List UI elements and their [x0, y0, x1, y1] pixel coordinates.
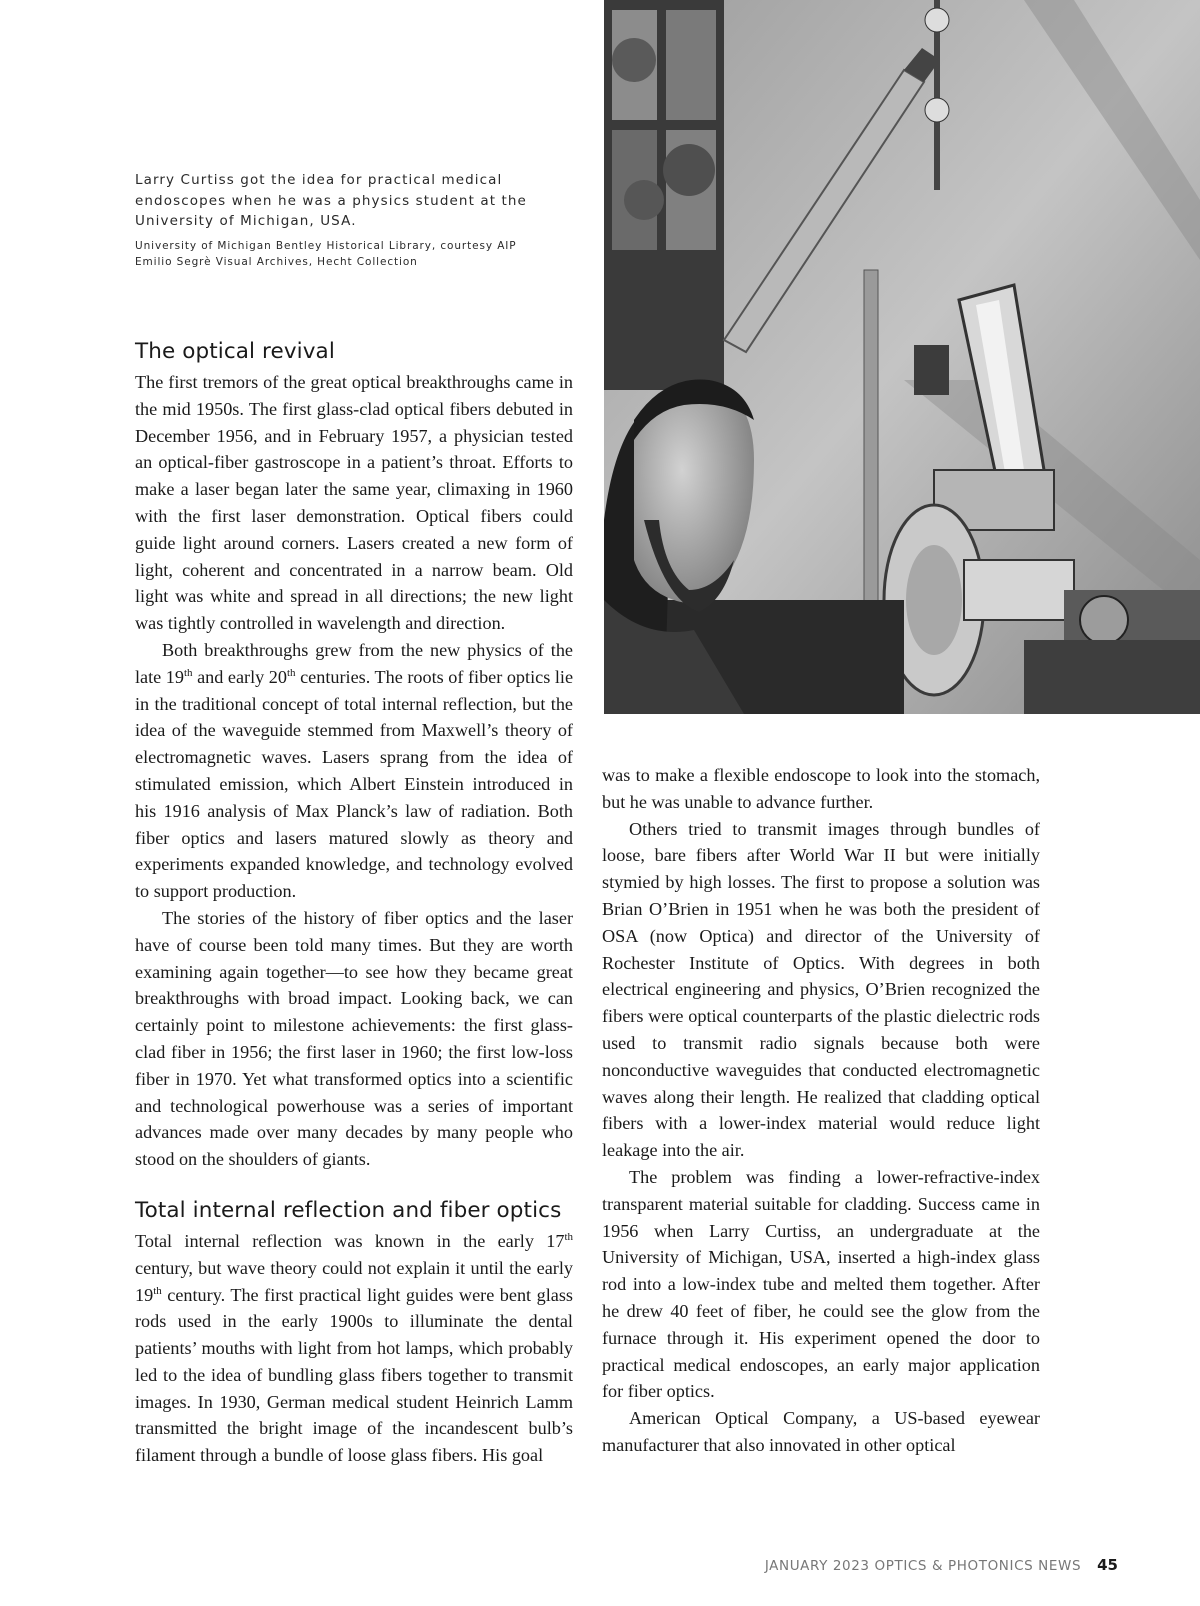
paragraph: Total internal reflection was known in the early 17th century, but wave theory could not explain it until the early 19th century. The first practical light guides were bent glass rods used in the early 1900s to illuminate the dental patients’ mouths with light from hot lamps, which probably led to the idea of bundling glass fibers together to transmit images. In 1930, German medical student Heinrich Lamm transmitted the bright image of the incandescent bulb’s filament through a bundle of loose glass fibers. His goal — [135, 1230, 573, 1466]
caption-text: Larry Curtiss got the idea for practical medical endoscopes when he was a physics student at the University of Michigan, USA. — [135, 172, 527, 229]
paragraph: The problem was finding a lower-refractive-index transparent material suitable for cladding. Success came in 1956 when Larry Curtiss, an undergraduate at the University of Michigan, USA, inserted a high-index glass rod into a low-index tube and melted them together. After he drew 40 feet of fiber, he could see the glow from the furnace through it. His experiment opened the door to practical medical endoscopes, an early major application for fiber optics. — [602, 1166, 1040, 1402]
paragraph: American Optical Company, a US-based eyewear manufacturer that also innovated in other optical — [602, 1408, 1040, 1455]
page-footer — [765, 1556, 1118, 1574]
caption-credit: University of Michigan Bentley Historical Library, courtesy AIP Emilio Segrè Visual Archives, Hecht Collection — [135, 239, 517, 268]
paragraph: The first tremors of the great optical breakthroughs came in the mid 1950s. The first glass-clad optical fibers debuted in December 1956, and in February 1957, a physician tested an optical-fiber gastroscope in a patient’s throat. Efforts to make a laser began later the same year, climaxing in 1960 with the first laser demonstration. Optical fibers could guide light around corners. Lasers created a new form of light, coherent and concentrated in a narrow beam. Old light was white and spread in all directions; the new light was tightly controlled in wavelength and direction. — [135, 372, 573, 634]
article-column-right — [602, 762, 1040, 1459]
paragraph: The stories of the history of fiber optics and the laser have of course been told many times. But they are worth examining again together—to see how they became great breakthroughs with broad impact. Looking back, we can certainly point to milestone achievements: the first glass-clad fiber in 1956; the first laser in 1960; the first low-loss fiber in 1970. Yet what transformed optics into a scientific and technological powerhouse was a series of important advances made over many decades by many people who stood on the shoulders of giants. — [135, 907, 573, 1170]
page-number: 45 — [1097, 1556, 1118, 1574]
paragraph: Both breakthroughs grew from the new physics of the late 19th and early 20th centuries. The roots of fiber optics lie in the traditional concept of total internal reflection, but the idea of the waveguide stemmed from Maxwell’s theory of electromagnetic waves. Lasers sprang from the idea of stimulated emission, which Albert Einstein introduced in his 1916 analysis of Max Planck’s law of radiation. Both fiber optics and lasers matured slowly as theory and experiments expanded knowledge, and technology evolved to support production. — [135, 639, 574, 902]
section-heading-total-internal-reflection: Total internal reflection and fiber optics — [135, 1197, 562, 1223]
issue-label: JANUARY 2023 OPTICS & PHOTONICS NEWS — [764, 1558, 1082, 1574]
photo-caption — [135, 170, 555, 270]
paragraph-continuation: was to make a flexible endoscope to look into the stomach, but he was unable to advance further. — [602, 765, 1040, 812]
photograph-larry-curtiss — [604, 0, 1200, 714]
paragraph: Others tried to transmit images through bundles of loose, bare fibers after World War II but were initially stymied by high losses. The first to propose a solution was Brian O’Brien in 1951 when he was both the president of OSA (now Optica) and director of the University of Rochester Institute of Optics. With degrees in both electrical engineering and physics, O’Brien recognized the fibers were optical counterparts of the plastic dielectric rods used to transmit radio signals because both were nonconductive waveguides that conducted electromagnetic waves along their length. He realized that cladding optical fibers with a lower-index material would reduce light leakage into the air. — [602, 818, 1040, 1161]
article-column-left — [135, 338, 573, 1469]
section-heading-optical-revival: The optical revival — [135, 339, 335, 364]
